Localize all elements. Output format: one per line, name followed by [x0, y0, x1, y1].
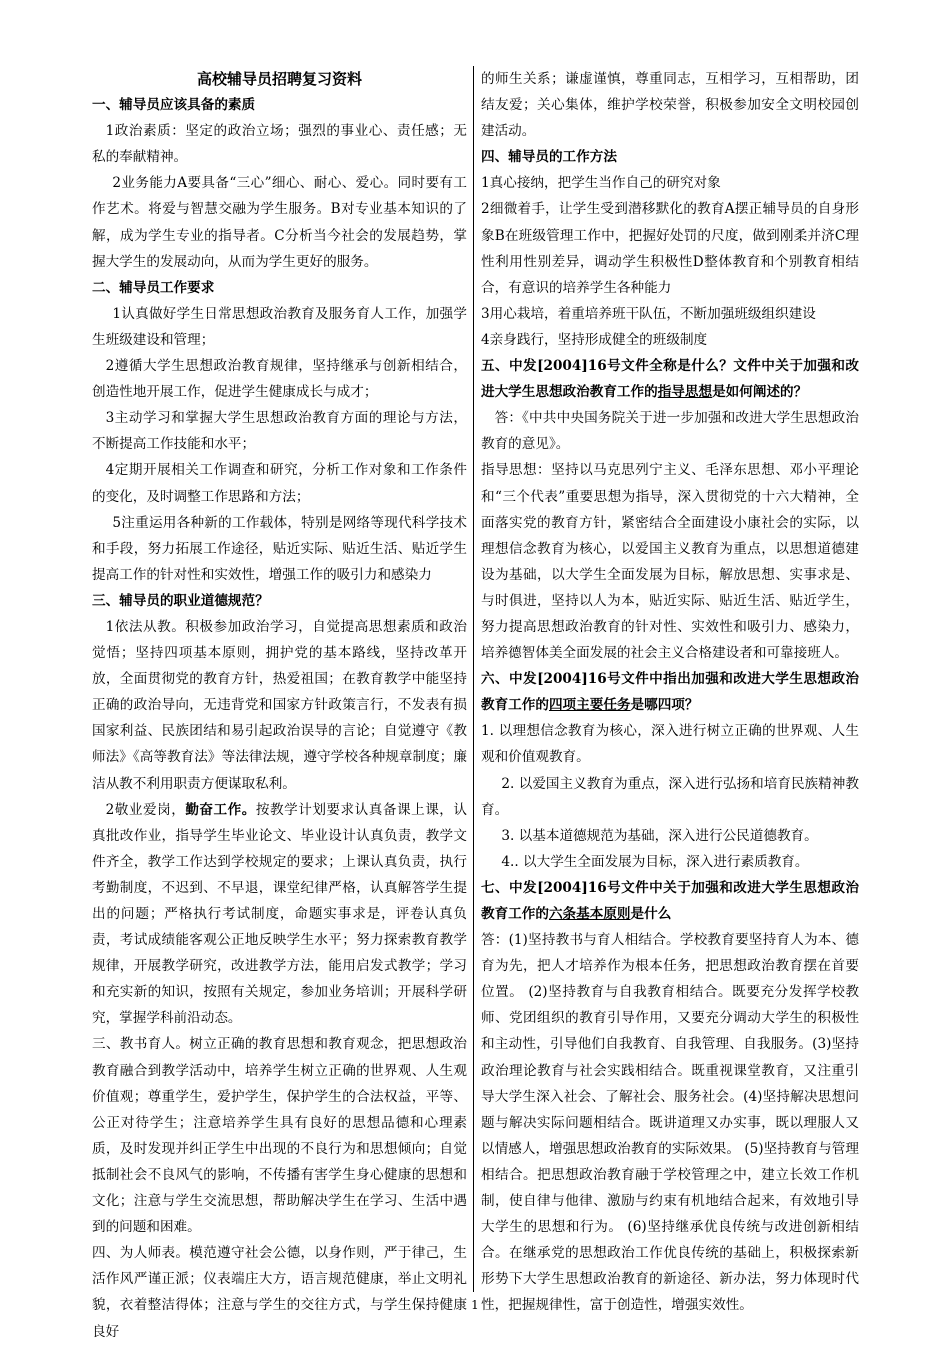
- list-item: 4.. 以大学生全面发展为目标，深入进行素质教育。: [501, 853, 809, 870]
- paragraph: 答：(1)坚持教书与育人相结合。学校教育要坚持育人为本、德育为先，把人才培养作为根本任务，把思想政治教育摆在首要位置。 (2)坚持教育与自我教育相结合。既要充分发挥学校教师、党团组织的教育引导作用，又要充分调动大学生的积极性和主动性，引导他们自我教育、自我管理、自我服务。(3)坚持政治理论教育与社会实践相结合。既重视课堂教育，又注重引导大学生深入社会、了解社会、服务社会。(4)坚持解决思想问题与解决实际问题相结合。既讲道理又办实事，既以理服人又以情感人，增强思想政治教育的实际效果。 (5)坚持教育与管理相结合。把思想政治教育融于学校管理之中，建立长效工作机制，使自律与他律、激励与约束有机地结合起来，有效地引导大学生的思想和行为。 (6)坚持继承优良传统与改进创新相结合。在继承党的思想政治工作优良传统的基础上，积极探索新形势下大学生思想政治教育的新途径、新办法，努力体现时代性，把握规律性，富于创造性，增强实效性。: [481, 932, 859, 1314]
- underlined-text: 指导思想: [657, 384, 713, 401]
- section-3-heading: 三、辅导员的职业道德规范？: [92, 592, 269, 609]
- section-2-heading: 二、辅导员工作要求: [92, 279, 215, 296]
- paragraph: 2业务能力A要具备“三心”细心、耐心、爱心。同时要有工作艺术。将爱与智慧交融为学生服务。B对专业基本知识的了解，成为学生专业的指导者。C分析当今社会的发展趋势，掌握大学生的发展动向，从而为学生更好的服务。: [92, 175, 467, 270]
- page-number: 1: [471, 1298, 479, 1312]
- paragraph: 5注重运用各种新的工作载体，特别是网络等现代科学技术和手段，努力拓展工作途径，贴近实际、贴近生活、贴近学生提高工作的针对性和实效性，增强工作的吸引力和感染力: [92, 514, 467, 583]
- text-run: 五、中发[2004]16号文件全称是什么？文件中关于加强和改进大学生思想政治教育工作的: [481, 358, 859, 401]
- paragraph: 2细微着手，让学生受到潜移默化的教育A摆正辅导员的自身形象B在班级管理工作中，把握好处罚的尺度，做到刚柔并济C理性利用性别差异，调动学生积极性D整体教育和个别教育相结合，有意识的培养学生各种能力: [481, 201, 859, 296]
- paragraph: 指导思想：坚持以马克思列宁主义、毛泽东思想、邓小平理论和“三个代表”重要思想为指导，深入贯彻党的十六大精神，全面落实党的教育方针，紧密结合全面建设小康社会的实际，以理想信念教育为核心，以爱国主义教育为重点，以思想道德建设为基础，以大学生全面发展为目标，解放思想、实事求是、与时俱进，坚持以人为本，贴近实际、贴近生活、贴近学生，努力提高思想政治教育的针对性、实效性和吸引力、感染力，培养德智体美全面发展的社会主义合格建设者和可靠接班人。: [481, 462, 859, 662]
- paragraph: 1真心接纳，把学生当作自己的研究对象: [481, 175, 721, 192]
- right-column: [481, 66, 859, 1319]
- text-run: 按教学计划要求认真备课上课，认真批改作业，指导学生毕业论文、毕业设计认真负责，教学文件齐全，教学工作达到学校规定的要求；上课认真负责，执行考勤制度，不迟到、不早退，课堂纪律严格，认真解答学生提出的问题；严格执行考试制度，命题实事求是，评卷认真负责，考试成绩能客观公正地反映学生水平；努力探索教育教学规律，开展教学研究，改进教学方法，能用启发式教学；学习和充实新的知识，按照有关规定，参加业务培训；开展科学研究，掌握学科前沿动态。: [92, 801, 468, 1027]
- text-run: 是什么: [630, 906, 672, 922]
- text-run: 六、中发[2004]16号文件中指出加强和改进大学生思想政治教育工作的: [481, 671, 859, 714]
- paragraph: 答：《中共中央国务院关于进一步加强和改进大学生思想政治教育的意见》。: [481, 410, 859, 453]
- paragraph: 1政治素质：坚定的政治立场；强烈的事业心、责任感；无私的奉献精神。: [92, 123, 467, 166]
- list-item: 2. 以爱国主义教育为重点，深入进行弘扬和培育民族精神教育。: [481, 775, 859, 818]
- paragraph: 1认真做好学生日常思想政治教育及服务育人工作，加强学生班级建设和管理；: [92, 305, 467, 348]
- left-column: [92, 66, 467, 1345]
- list-item: 3. 以基本道德规范为基础，深入进行公民道德教育。: [501, 827, 818, 844]
- text-run: 是哪四项？: [630, 697, 699, 714]
- section-4-heading: 四、辅导员的工作方法: [481, 149, 617, 166]
- underlined-text: 六条基本原则: [548, 906, 631, 922]
- text-run: 是如何阐述的？: [712, 384, 808, 401]
- section-6-heading: [481, 666, 859, 718]
- section-7-heading: [481, 875, 859, 927]
- section-5-heading: [481, 353, 859, 405]
- list-item: 1. 以理想信念教育为核心，深入进行树立正确的世界观、人生观和价值观教育。: [481, 723, 859, 766]
- text-run: 七、中发[2004]16号文件中关于加强和改进大学生思想政治教育工作的: [481, 879, 859, 922]
- paragraph: 4定期开展相关工作调查和研究，分析工作对象和工作条件的变化，及时调整工作思路和方法；: [92, 462, 467, 505]
- section-1-heading: 一、辅导员应该具备的素质: [92, 97, 256, 114]
- underlined-text: 四项主要任务: [548, 697, 631, 714]
- paragraph: 四、为人师表。模范遵守社会公德，以身作则，严于律己，生活作风严谨正派；仪表端庄大方，语言规范健康，举止文明礼貌，衣着整洁得体；注意与学生的交往方式，与学生保持健康良好: [92, 1245, 467, 1340]
- paragraph: 4亲身践行，坚持形成健全的班级制度: [481, 331, 708, 348]
- paragraph: [92, 797, 467, 1032]
- paragraph: 2遵循大学生思想政治教育规律，坚持继承与创新相结合，创造性地开展工作，促进学生健康成长与成才；: [92, 358, 467, 401]
- page-title: 高校辅导员招聘复习资料: [196, 70, 362, 88]
- column-divider: [473, 66, 474, 1292]
- paragraph: 三、教书育人。树立正确的教育思想和教育观念，把思想政治教育融合到教学活动中，培养学生树立正确的世界观、人生观价值观；尊重学生，爱护学生，保护学生的合法权益，平等、公正对待学生；注意培养学生具有良好的思想品德和心理素质，及时发现并纠正学生中出现的不良行为和思想倾向；自觉抵制社会不良风气的影响，不传播有害学生身心健康的思想和文化；注意与学生交流思想，帮助解决学生在学习、生活中遇到的问题和困难。: [92, 1036, 467, 1236]
- paragraph: 的师生关系；谦虚谨慎，尊重同志，互相学习，互相帮助，团结友爱；关心集体，维护学校荣誉，积极参加安全文明校园创建活动。: [481, 71, 859, 140]
- text-run: 2敬业爱岗，: [105, 801, 186, 818]
- paragraph: 1依法从教。积极参加政治学习，自觉提高思想素质和政治觉悟；坚持四项基本原则，拥护党的基本路线，坚持改革开放，全面贯彻党的教育方针，热爱祖国；在教育教学中能坚持正确的政治导向，无违背党和国家方针政策言行，不发表有损国家利益、民族团结和易引起政治误导的言论；自觉遵守《教师法》《高等教育法》等法律法规，遵守学校各种规章制度；廉洁从教不利用职责方便谋取私利。: [92, 618, 467, 792]
- paragraph: 3主动学习和掌握大学生思想政治教育方面的理论与方法，不断提高工作技能和水平；: [92, 410, 467, 453]
- paragraph: 3用心栽培，着重培养班干队伍，不断加强班级组织建设: [481, 305, 816, 322]
- bold-text: 勤奋工作。: [185, 801, 256, 818]
